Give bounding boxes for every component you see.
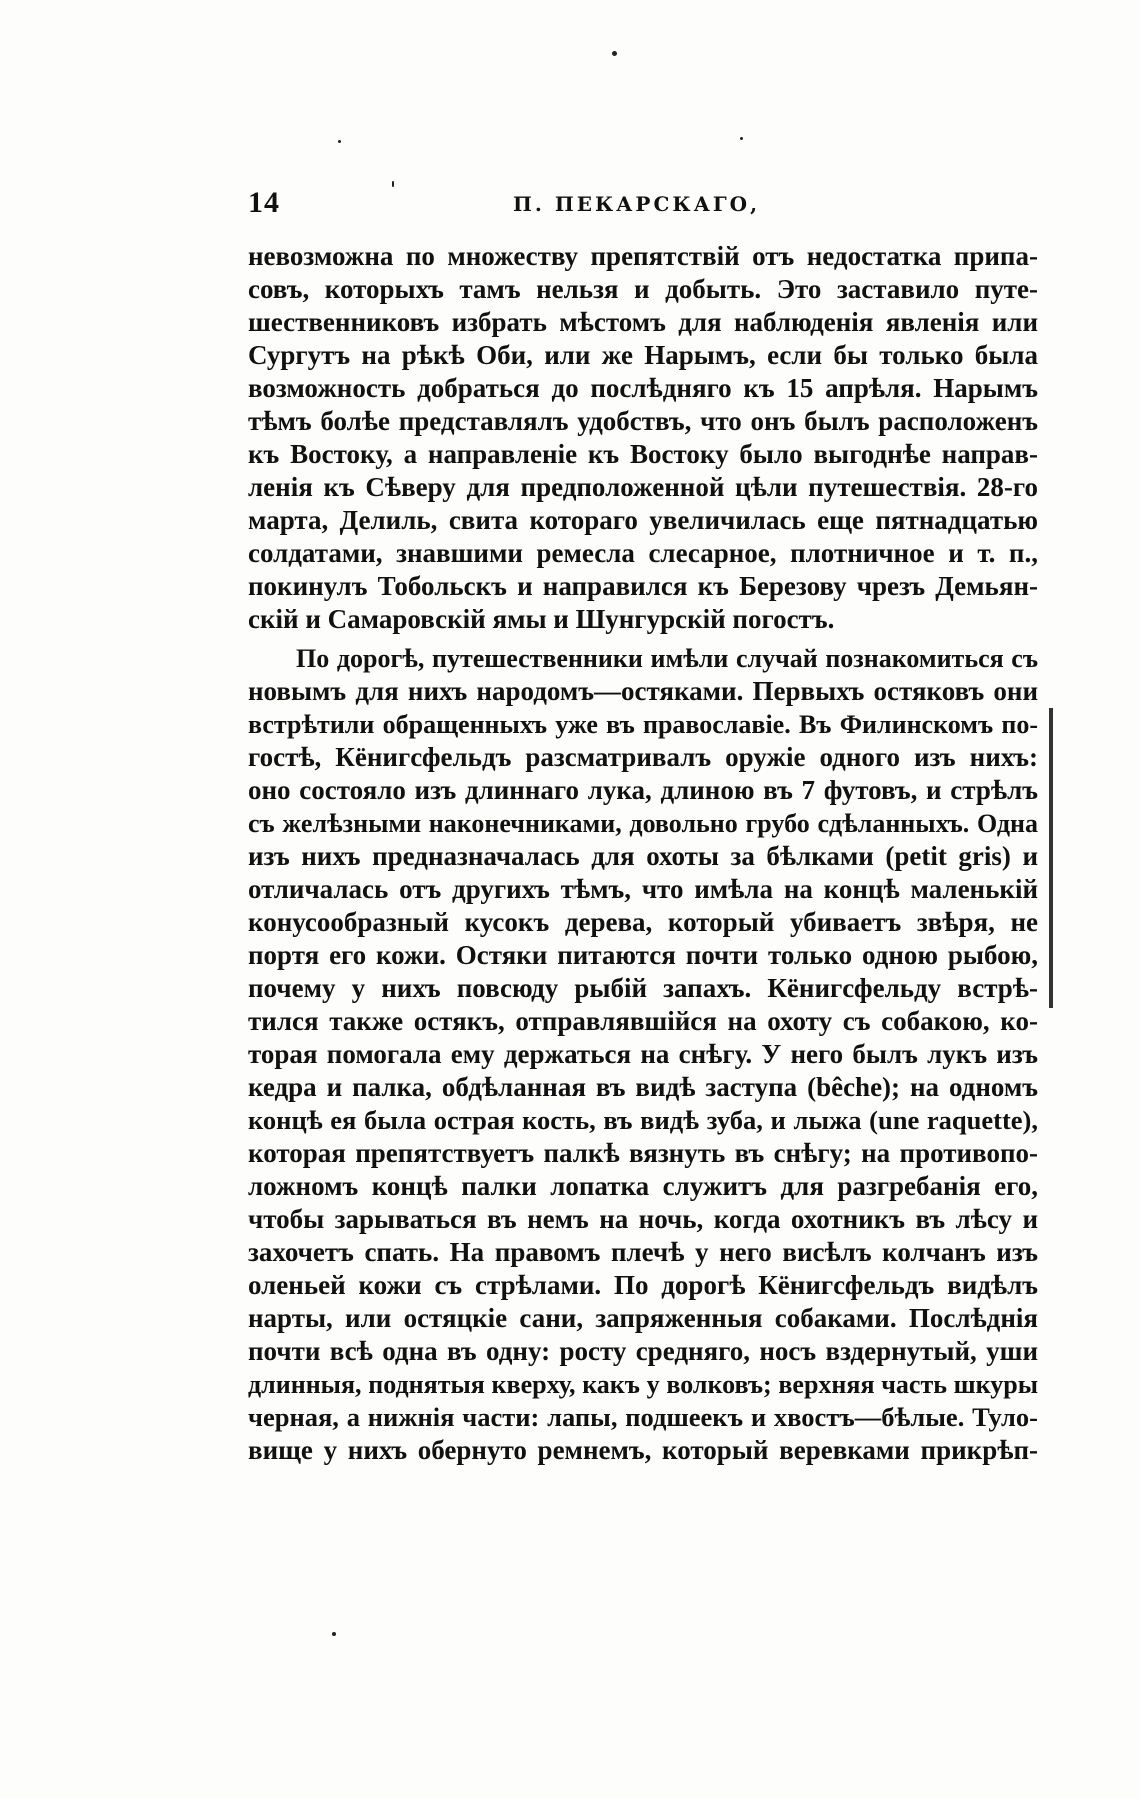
text-line: шественниковъ избрать мѣстомъ для наблюденія явленія или	[248, 307, 1038, 337]
text-line: По дорогѣ, путешественники имѣли случай познакомиться съ	[296, 644, 1038, 673]
text-line: встрѣтили обращенныхъ уже въ православіе. Въ Филинскомъ по-	[248, 710, 1038, 739]
text-line: конусообразный кусокъ дерева, который убиваетъ звѣря, не	[248, 907, 1038, 937]
text-line: отличалась отъ другихъ тѣмъ, что имѣла на концѣ маленькій	[248, 874, 1038, 904]
margin-bar	[1049, 708, 1053, 1008]
text-line: вище у нихъ обернуто ремнемъ, который веревками прикрѣп-	[248, 1435, 1038, 1465]
body-text	[248, 240, 1038, 1467]
text-line: нарты, или остяцкіе сани, запряженныя собаками. Послѣднія	[248, 1303, 1038, 1333]
text-line: тѣмъ болѣе представлялъ удобствъ, что онъ былъ расположенъ	[248, 406, 1038, 436]
print-speck	[612, 51, 617, 56]
text-line: ленія къ Сѣверу для предположенной цѣли путешествія. 28-го	[248, 472, 1038, 502]
paragraph-2	[248, 642, 1038, 1467]
text-line: черная, а нижнія части: лапы, подшеекъ и хвостъ—бѣлые. Туло-	[248, 1402, 1038, 1432]
print-speck	[740, 137, 743, 140]
text-line: ложномъ концѣ палки лопатка служитъ для разгребанія его,	[248, 1171, 1038, 1201]
text-line: концѣ ея была острая кость, въ видѣ зуба, и лыжа (une raquette),	[248, 1105, 1038, 1135]
text-line: почему у нихъ повсюду рыбій запахъ. Кёнигсфельду встрѣ-	[248, 973, 1038, 1003]
text-line: чтобы зарываться въ немъ на ночь, когда охотникъ въ лѣсу и	[248, 1204, 1038, 1234]
text-line: Сургутъ на рѣкѣ Оби, или же Нарымъ, если бы только была	[248, 340, 1038, 370]
text-line: новымъ для нихъ народомъ—остяками. Первыхъ остяковъ они	[248, 676, 1038, 706]
text-line: тился также остякъ, отправлявшійся на охоту съ собакою, ко-	[248, 1006, 1038, 1036]
text-line: торая помогала ему держаться на снѣгу. У него былъ лукъ изъ	[248, 1039, 1038, 1069]
text-line: съ желѣзными наконечниками, довольно грубо сдѣланныхъ. Одна	[248, 809, 1038, 838]
page-number: 14	[248, 186, 280, 219]
text-line: невозможна по множеству препятствій отъ недостатка припа-	[248, 241, 1038, 271]
text-line: оленьей кожи съ стрѣлами. По дорогѣ Кёнигсфельдъ видѣлъ	[248, 1270, 1038, 1300]
text-line: солдатами, знавшими ремесла слесарное, плотничное и т. п.,	[248, 538, 1038, 568]
running-head: П. ПЕКАРСКАГО,	[513, 192, 761, 216]
paragraph-1	[248, 240, 1038, 636]
text-line: длинныя, поднятыя кверху, какъ у волковъ; верхняя часть шкуры	[248, 1370, 1038, 1399]
text-line: кедра и палка, обдѣланная въ видѣ заступа (bêche); на одномъ	[248, 1072, 1038, 1102]
text-line: марта, Делиль, свита котораго увеличилась еще пятнадцатью	[248, 505, 1038, 535]
text-line: гостѣ, Кёнигсфельдъ разсматривалъ оружіе одного изъ нихъ:	[248, 742, 1038, 772]
text-line: захочетъ спать. На правомъ плечѣ у него висѣлъ колчанъ изъ	[248, 1237, 1038, 1267]
text-line: портя его кожи. Остяки питаются почти только одною рыбою,	[248, 940, 1038, 970]
text-line: къ Востоку, а направленіе къ Востоку было выгоднѣе направ-	[248, 439, 1038, 469]
text-line: изъ нихъ предназначалась для охоты за бѣлками (petit gris) и	[248, 841, 1038, 871]
text-line: возможность добраться до послѣдняго къ 15 апрѣля. Нарымъ	[248, 373, 1038, 403]
page-header	[248, 186, 1038, 226]
text-line: которая препятствуетъ палкѣ вязнуть въ снѣгу; на противопо-	[248, 1138, 1038, 1168]
text-line: покинулъ Тобольскъ и направился къ Березову чрезъ Демьян-	[248, 571, 1038, 601]
print-speck	[332, 1632, 336, 1636]
text-line: совъ, которыхъ тамъ нельзя и добыть. Это заставило путе-	[248, 274, 1038, 304]
print-speck	[338, 140, 341, 143]
text-line: оно состояло изъ длиннаго лука, длиною въ 7 футовъ, и стрѣлъ	[248, 775, 1038, 805]
text-line: скій и Самаровскій ямы и Шунгурскій погостъ.	[248, 604, 835, 634]
text-line: почти всѣ одна въ одну: росту средняго, носъ вздернутый, уши	[248, 1336, 1038, 1366]
